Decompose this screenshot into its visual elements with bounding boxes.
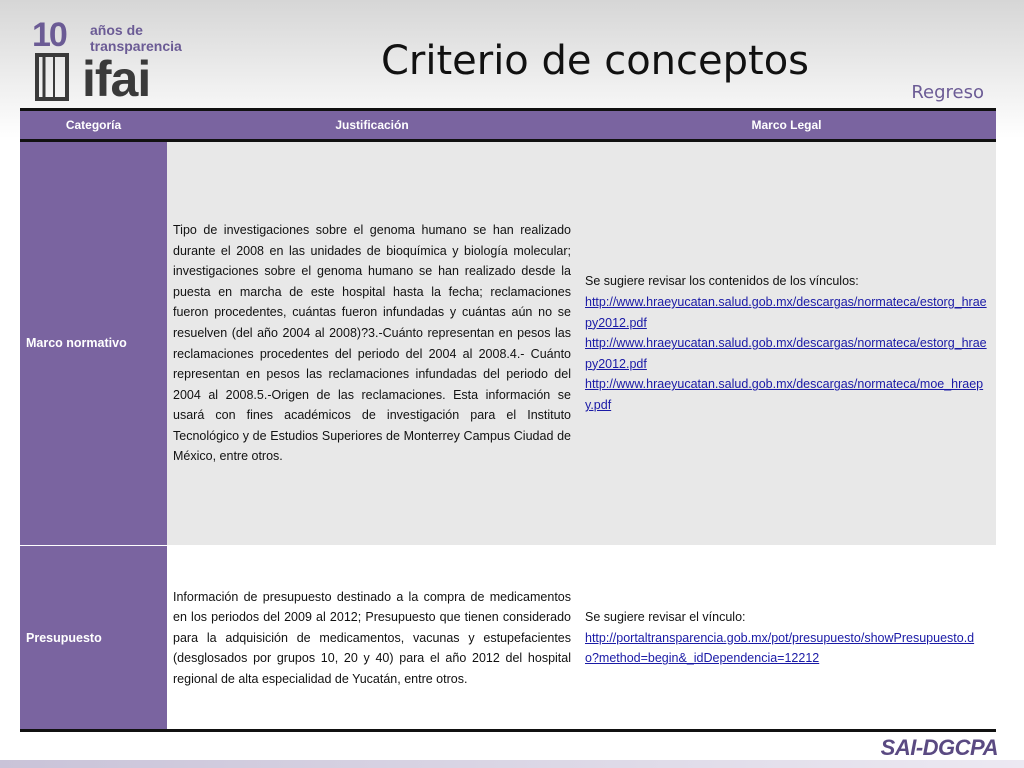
legal-intro: Se sugiere revisar los contenidos de los vínculos: (585, 274, 859, 289)
logo-word: ifai (82, 51, 151, 107)
justification-cell: Información de presupuesto destinado a la compra de medicamentos en los periodos del 2009 al 2012; Presupuesto que tienen considerado para la adquisición de medicamentos, vacunas y estupefacientes (desglosados por grupos 10, 20 y 40) para el año 2012 del hospital regional de alta especialidad de Yucatán, entre otros. (167, 545, 577, 731)
legal-cell (577, 545, 996, 731)
page-title: Criterio de conceptos (380, 38, 810, 84)
ifai-logo (24, 12, 188, 108)
category-cell: Presupuesto (20, 545, 167, 731)
column-header-category: Categoría (20, 111, 167, 141)
legal-intro: Se sugiere revisar el vínculo: (585, 610, 746, 625)
legal-link[interactable]: http://www.hraeyucatan.salud.gob.mx/descargas/normateca/moe_hraepy.pdf (585, 377, 984, 412)
legal-link[interactable]: http://www.hraeyucatan.salud.gob.mx/descargas/normateca/estorg_hraepy2012.pdf (585, 295, 987, 330)
table-row (20, 545, 996, 731)
logo-line-1: años de (90, 22, 143, 38)
legal-link[interactable]: http://portaltransparencia.gob.mx/pot/presupuesto/showPresupuesto.do?method=begin&_idDependencia=12212 (585, 630, 975, 666)
logo-number: 10 (32, 16, 66, 54)
logo-tagline (90, 22, 182, 54)
logo-line-2: transparencia (90, 38, 182, 54)
category-cell: Marco normativo (20, 141, 167, 546)
column-header-legal: Marco Legal (577, 111, 996, 141)
cube-icon (34, 52, 72, 102)
justification-cell: Tipo de investigaciones sobre el genoma humano se han realizado durante el 2008 en las unidades de bioquímica y biología molecular; investigaciones sobre el genoma humano se han realizado desde la puesta en marcha de este hospital hasta la fecha; reclamaciones fueron procedentes, cuántas fueron infundadas y cuántas aún no se resuelven (del año 2004 al 2008)?3.-Cuánto representan en pesos las reclamaciones procedentes del periodo del 2004 al 2008.4.- Cuánto representan en pesos las reclamaciones infundadas del periodo del 2004 al 2008.5.-Origen de las reclamaciones. Esta información se usará con fines académicos de investigación para el Instituto Tecnológico y de Estudios Superiores de Monterrey Campus Ciudad de México, entre otros. (167, 141, 577, 546)
table-row (20, 141, 996, 546)
footer-brand: SAI-DGCPA (880, 735, 998, 760)
back-link[interactable]: Regreso (911, 82, 984, 103)
legal-cell (577, 141, 996, 546)
criteria-table (20, 111, 996, 731)
bottom-divider (20, 729, 996, 732)
legal-link[interactable]: http://www.hraeyucatan.salud.gob.mx/descargas/normateca/estorg_hraepy2012.pdf (585, 336, 987, 371)
footer-band (0, 760, 1024, 768)
table-header-row (20, 111, 996, 141)
column-header-justification: Justificación (167, 111, 577, 141)
